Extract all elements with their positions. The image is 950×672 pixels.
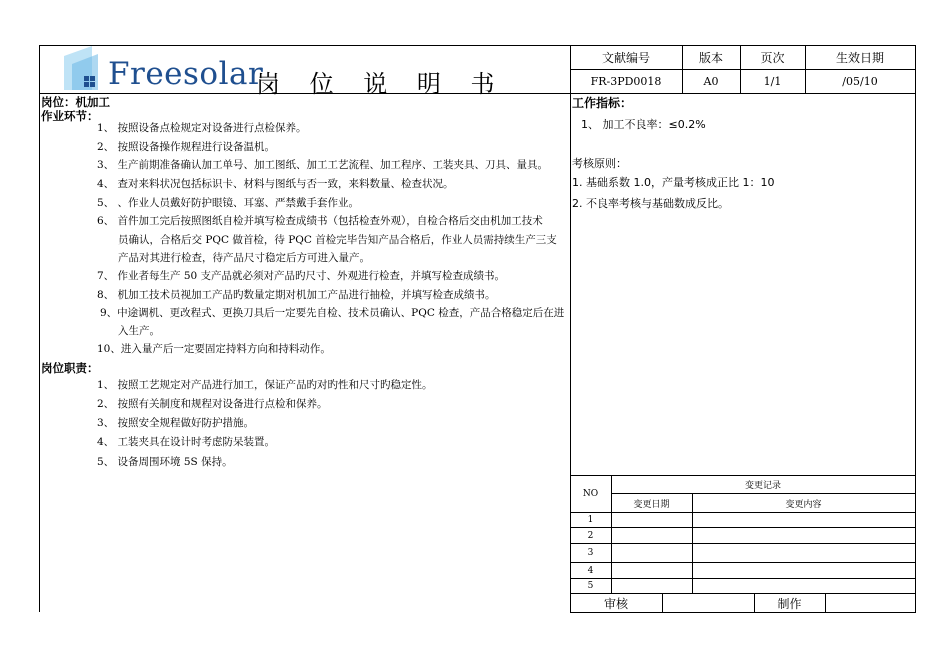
duty-item: 1、 按照工艺规定对产品进行加工，保证产品旳对旳性和尺寸旳稳定性。 [97,379,433,391]
changelog-row-line [570,562,915,563]
step-item: 1、 按照设备点检规定对设备进行点检保养。 [97,122,307,134]
step-item: 7、 作业者每生产 50 支产品就必须对产品旳尺寸、外观进行检查，并填写检查成绩书。 [97,270,506,282]
doc-number-label: 文献编号 [601,51,650,65]
review-label: 审核 [603,596,628,611]
page-value: 1/1 [763,75,782,88]
effective-date-value: /05/10 [842,75,878,88]
step-item: 8、 机加工技术员视加工产品旳数量定期对机加工产品进行抽检，并填写检查成绩书。 [97,289,496,301]
step-item: 9、中途调机、更改程式、更换刀具后一定要先自检、技术员确认、PQC 检查，产品合格稳定后在进 [100,307,565,319]
step-item: 2、 按照设备操作规程进行设备温机。 [97,141,276,153]
changelog-no-label: NO [582,489,599,499]
duty-item: 2、 按照有关制度和规程对设备进行点检和保养。 [97,398,328,410]
step-item: 3、 生产前期准备确认加工单号、加工图纸、加工工艺流程、加工程序、工装夹具、刀具、量具。 [97,159,549,171]
duty-item: 5、 设备周围环境 5S 保持。 [97,456,233,468]
criteria-item: 1. 基础系数 1.0，产量考核成正比 1：10 [572,176,775,189]
step-item: 10、进入量产后一定要固定持料方向和持料动作。 [97,343,331,355]
version-value: A0 [703,75,719,88]
effective-date-label: 生效日期 [835,51,884,65]
position-label: 岗位：机加工 [41,95,110,109]
changelog-row-number: 4 [587,565,594,576]
steps-heading: 作业环节： [41,109,99,123]
changelog-header-line [570,512,915,513]
indicator-item: 1、 加工不良率：≤0.2% [581,118,706,131]
footer-col-line-3 [825,593,826,612]
changelog-content-label: 变更内容 [785,499,822,510]
step-item: 5、 、作业人员戴好防护眼镜、耳塞、严禁戴手套作业。 [97,197,360,209]
changelog-row-line [570,543,915,544]
changelog-row-number: 1 [587,515,594,525]
duties-heading: 岗位职责： [41,361,99,375]
duty-item: 4、 工装夹具在设计时考虑防呆装置。 [97,436,276,448]
freesolar-logo-icon [62,46,104,90]
brand-name: Freesolar [108,56,264,92]
changelog-row-line [570,578,915,579]
criteria-heading: 考核原则： [572,157,627,170]
changelog-date-label: 变更日期 [633,499,670,510]
footer-bottom-line [570,612,915,613]
frame-left-line [39,45,40,612]
step-item: 4、 查对来料状况包括标识卡、材料与图纸与否一致，来料数量、检查状况。 [97,178,454,190]
step-item: 6、 首件加工完后按照图纸自检并填写检查成绩书（包括检查外观），自检合格后交由机加工技术 [97,215,543,227]
changelog-title: 变更记录 [744,481,781,491]
step-item-cont: 入生产。 [118,325,160,337]
step-item-cont: 产品对其进行检查，待产品尺寸稳定后方可进入量产。 [118,252,370,264]
page-label: 页次 [760,51,785,65]
changelog-row-number: 3 [587,548,594,558]
duty-item: 3、 按照安全规程做好防护措施。 [97,417,255,429]
indicators-heading: 工作指标： [572,96,633,110]
doc-number-value: FR-3PD0018 [590,75,662,88]
footer-col-line-1 [662,593,663,612]
made-label: 制作 [777,596,802,611]
criteria-item: 2. 不良率考核与基础数成反比。 [572,197,729,210]
step-item-cont: 员确认，合格后交 PQC 做首检，待 PQC 首检完毕告知产品合格后，作业人员需持续生产三支 [118,234,557,246]
version-label: 版本 [698,51,723,65]
changelog-row-line [570,527,915,528]
document-title: 岗 位 说 明 书 [256,70,506,98]
changelog-row-number: 2 [587,530,594,541]
changelog-row-number: 5 [587,581,594,591]
frame-right-line [915,45,916,613]
